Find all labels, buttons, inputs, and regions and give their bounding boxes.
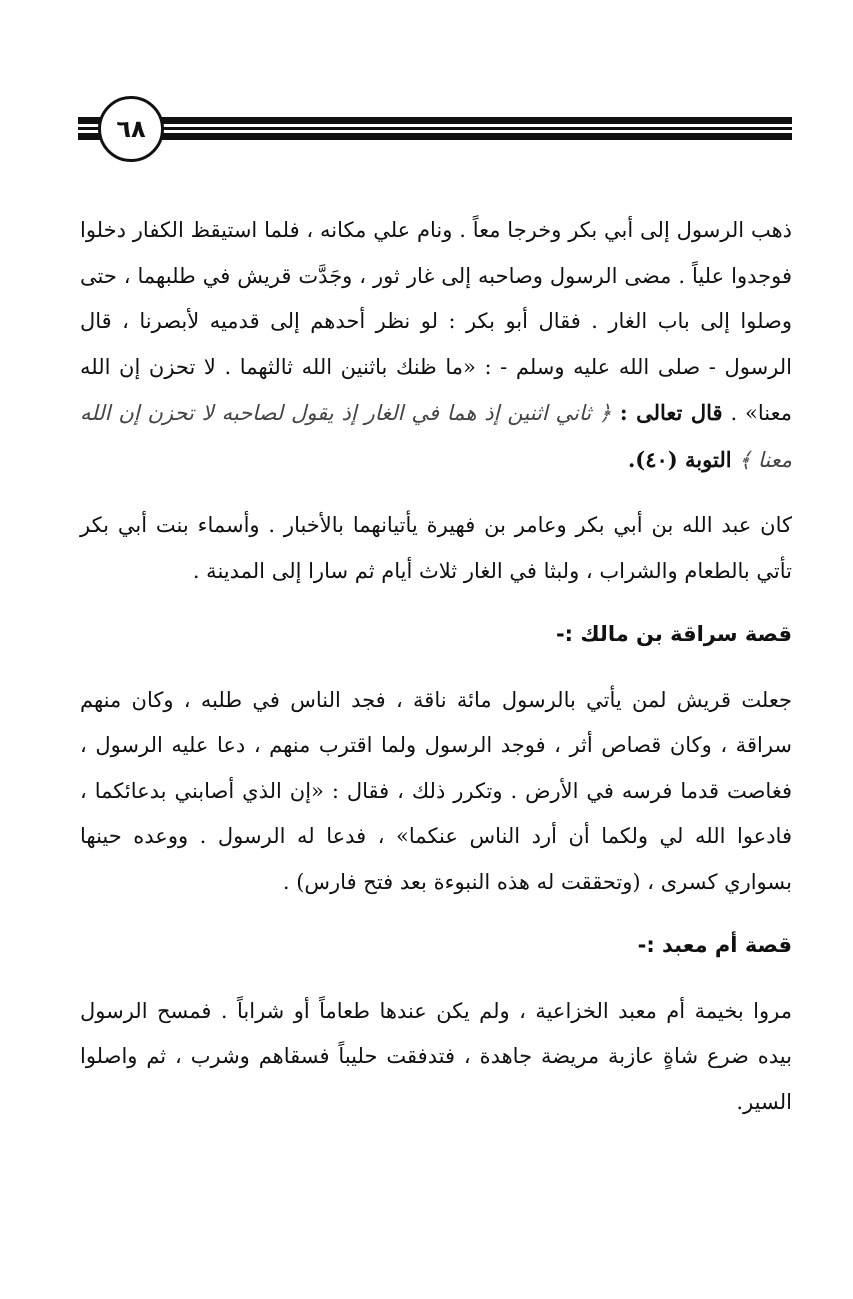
paragraph-suraqa: جعلت قريش لمن يأتي بالرسول مائة ناقة ، فجد الناس في طلبه ، وكان منهم سراقة ، وكان قصاص أثر ، فوجد الرسول ولما اقترب منهم ، دعا عليه الرسول ، فغاصت قدما فرسه في الأرض . وتكرر ذلك ، فقال : «إن الذي أصابني بدعائكما ، فادعوا الله لي ولكما أن أرد الناس عنكما» ، فدعا له الرسول . ووعده حينها بسواري كسرى ، (وتحققت له هذه النبوءة بعد فتح فارس) . <box>80 687 792 894</box>
paragraph-hijra <box>80 208 792 483</box>
header-rule-bottom <box>78 133 792 140</box>
quran-verse: ﴿ ثاني اثنين إذ هما في الغار إذ يقول لصاحبه لا تحزن إن الله معنا ﴾ <box>80 401 792 472</box>
paragraph-cave-stay: كان عبد الله بن أبي بكر وعامر بن فهيرة يأتيانهما بالأخبار . وأسماء بنت أبي بكر تأتي بالطعام والشراب ، ولبثا في الغار ثلاث أيام ثم سارا إلى المدينة . <box>80 513 792 583</box>
heading-umm-mabad: قصة أم معبد :- <box>637 933 792 957</box>
paragraph-umm-mabad: مروا بخيمة أم معبد الخزاعية ، ولم يكن عندها طعاماً أو شراباً . فمسح الرسول بيده ضرع شاةٍ عازبة مريضة جاهدة ، فتدفقت حليباً فسقاهم وشرب ، ثم واصلوا السير. <box>80 998 792 1114</box>
heading-suraqa: قصة سراقة بن مالك :- <box>555 622 792 646</box>
header-rule-middle <box>78 127 792 130</box>
quran-intro: قال تعالى : <box>611 400 723 425</box>
page-header <box>0 0 853 180</box>
paragraph-hijra-text: ذهب الرسول إلى أبي بكر وخرجا معاً . ونام علي مكانه ، فلما استيقظ الكفار دخلوا فوجدوا علياً . مضى الرسول وصاحبه إلى غار ثور ، وجَدَّت قريش في طلبهما ، حتى وصلوا إلى باب الغار . فقال أبو بكر : لو نظر أحدهم إلى قدميه لأبصرنا ، قال الرسول - صلى الله عليه وسلم - : «ما ظنك باثنين الله ثالثهما . لا تحزن إن الله معنا» . <box>80 218 792 425</box>
page-number-badge <box>98 96 164 162</box>
header-rule-top <box>78 117 792 124</box>
verse-reference: التوبة (٤٠). <box>627 446 739 472</box>
page-number: ٦٨ <box>116 115 146 143</box>
page-body <box>80 208 792 1125</box>
